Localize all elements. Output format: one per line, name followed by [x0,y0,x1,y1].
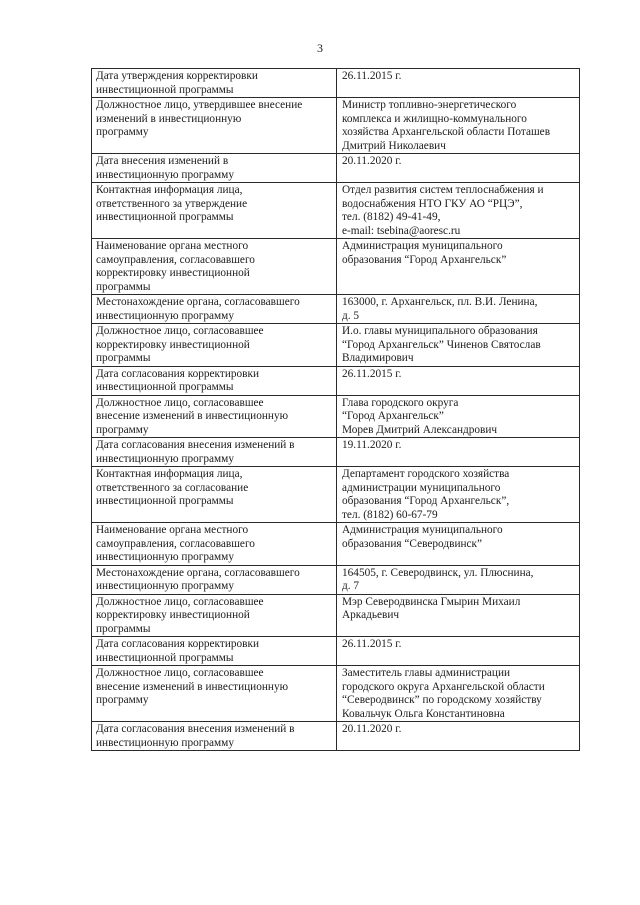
value-line: 26.11.2015 г. [342,638,402,650]
value-line: Владимирович [342,352,414,364]
label-line: программу [96,694,149,706]
label-line: внесение изменений в инвестиционную [96,680,289,693]
table-row [92,637,580,666]
value-line: образования “Город Архангельск” [342,253,507,266]
label-line: Наименование органа местного [96,524,249,536]
row-value-cell [337,183,580,239]
label-line: Наименование органа местного [96,240,249,252]
label-line: самоуправления, согласовавшего [96,253,255,266]
label-line: программу [96,126,149,138]
label-line: инвестиционную программу [96,551,234,563]
row-label-cell [92,594,337,637]
table-row [92,565,580,594]
value-line: 164505, г. Северодвинск, ул. Плюснина, [342,566,534,579]
label-line: Дата согласования корректировки [96,638,260,650]
value-line: водоснабжения НТО ГКУ АО “РЦЭ”, [342,197,523,210]
value-line: 26.11.2015 г. [342,70,402,82]
row-value-cell [337,69,580,98]
row-label-cell [92,523,337,566]
row-label-cell [92,239,337,295]
table-row [92,183,580,239]
row-label-cell [92,324,337,367]
label-line: Контактная информация лица, [96,184,243,196]
label-line: ответственного за согласование [96,481,249,494]
label-line: корректировку инвестиционной [96,609,250,621]
label-line: Должностное лицо, согласовавшее [96,595,264,608]
value-line: “Город Архангельск” Чиненов Святослав [342,338,541,351]
label-line: инвестиционной программы [96,495,234,507]
row-value-cell [337,666,580,722]
label-line: Дата согласования корректировки [96,367,260,380]
value-line: 26.11.2015 г. [342,367,402,380]
label-line: инвестиционной программы [96,381,234,393]
row-label-cell [92,366,337,395]
value-line: Администрация муниципального [342,240,503,252]
row-label-cell [92,154,337,183]
row-label-cell [92,395,337,438]
value-line: д. 5 [342,309,360,322]
label-line: инвестиционную программу [96,452,234,465]
label-line: Дата согласования внесения изменений в [96,439,295,451]
table-row [92,666,580,722]
label-line: программы [96,622,151,635]
value-line: 19.11.2020 г. [342,439,402,451]
value-line: Ковальчук Ольга Константиновна [342,707,505,720]
row-value-cell [337,366,580,395]
row-value-cell [337,295,580,324]
row-value-cell [337,395,580,438]
value-line: администрации муниципального [342,481,501,494]
page-number: 3 [317,41,323,55]
value-line: “Город Архангельск” [342,410,444,422]
value-line: 20.11.2020 г. [342,155,402,167]
label-line: инвестиционной программы [96,211,234,223]
table-row [92,295,580,324]
label-line: Местонахождение органа, согласовавшего [96,296,300,308]
label-line: инвестиционную программу [96,580,234,592]
label-line: инвестиционной программы [96,83,234,96]
label-line: самоуправления, согласовавшего [96,537,255,550]
value-line: Аркадьевич [342,609,400,621]
row-value-cell [337,438,580,467]
row-value-cell [337,98,580,154]
value-line: тел. (8182) 60-67-79 [342,508,438,521]
value-line: Заместитель главы администрации [342,667,511,679]
label-line: Местонахождение органа, согласовавшего [96,566,300,579]
value-line: И.о. главы муниципального образования [342,325,538,337]
row-label-cell [92,565,337,594]
value-line: Министр топливно-энергетического [342,99,517,111]
row-label-cell [92,295,337,324]
table-row [92,722,580,751]
table-row [92,395,580,438]
row-value-cell [337,523,580,566]
value-line: Дмитрий Николаевич [342,139,446,152]
label-line: Дата утверждения корректировки [96,70,258,82]
row-value-cell [337,565,580,594]
value-line: комплекса и жилищно-коммунального [342,112,527,125]
value-line: Морев Дмитрий Александрович [342,423,498,436]
value-line: Департамент городского хозяйства [342,468,510,480]
value-line: д. 7 [342,580,360,592]
row-value-cell [337,722,580,751]
table-row [92,438,580,467]
table-row [92,523,580,566]
label-line: инвестиционную программу [96,736,234,749]
label-line: инвестиционную программу [96,168,234,181]
label-line: инвестиционную программу [96,309,234,322]
value-line: Глава городского округа [342,396,459,409]
row-label-cell [92,438,337,467]
table-row [92,154,580,183]
label-line: внесение изменений в инвестиционную [96,410,289,422]
row-label-cell [92,183,337,239]
row-label-cell [92,666,337,722]
value-line: Администрация муниципального [342,524,503,536]
value-line: хозяйства Архангельской области Поташев [342,126,551,138]
label-line: программу [96,423,149,436]
label-line: Должностное лицо, согласовавшее [96,396,264,409]
row-label-cell [92,722,337,751]
label-line: Контактная информация лица, [96,468,243,480]
label-line: корректировку инвестиционной [96,267,250,279]
value-line: городского округа Архангельской области [342,680,545,693]
row-value-cell [337,324,580,367]
table-row [92,98,580,154]
row-value-cell [337,239,580,295]
value-line: Мэр Северодвинска Гмырин Михаил [342,595,521,608]
row-value-cell [337,154,580,183]
label-line: Должностное лицо, согласовавшее [96,325,264,337]
table-row [92,324,580,367]
value-line: e-mail: tsebina@aoresc.ru [342,224,461,237]
investment-program-table [91,68,580,751]
row-value-cell [337,594,580,637]
label-line: программы [96,280,151,293]
table-body [92,69,580,751]
row-value-cell [337,637,580,666]
label-line: Дата внесения изменений в [96,155,229,167]
value-line: тел. (8182) 49-41-49, [342,211,441,223]
table-row [92,594,580,637]
value-line: “Северодвинск” по городскому хозяйству [342,694,542,706]
row-value-cell [337,467,580,523]
row-label-cell [92,69,337,98]
label-line: корректировку инвестиционной [96,338,250,351]
label-line: Должностное лицо, утвердившее внесение [96,99,303,111]
row-label-cell [92,467,337,523]
label-line: Дата согласования внесения изменений в [96,723,295,735]
value-line: Отдел развития систем теплоснабжения и [342,184,544,196]
label-line: программы [96,352,151,364]
value-line: 163000, г. Архангельск, пл. В.И. Ленина, [342,296,538,308]
row-label-cell [92,637,337,666]
row-label-cell [92,98,337,154]
table-row [92,239,580,295]
value-line: 20.11.2020 г. [342,723,402,735]
value-line: образования “Северодвинск” [342,537,483,550]
label-line: изменений в инвестиционную [96,112,242,125]
label-line: инвестиционной программы [96,651,234,664]
table-row [92,366,580,395]
label-line: ответственного за утверждение [96,197,248,210]
value-line: образования “Город Архангельск”, [342,495,510,507]
table-row [92,69,580,98]
label-line: Должностное лицо, согласовавшее [96,667,264,679]
table-row [92,467,580,523]
